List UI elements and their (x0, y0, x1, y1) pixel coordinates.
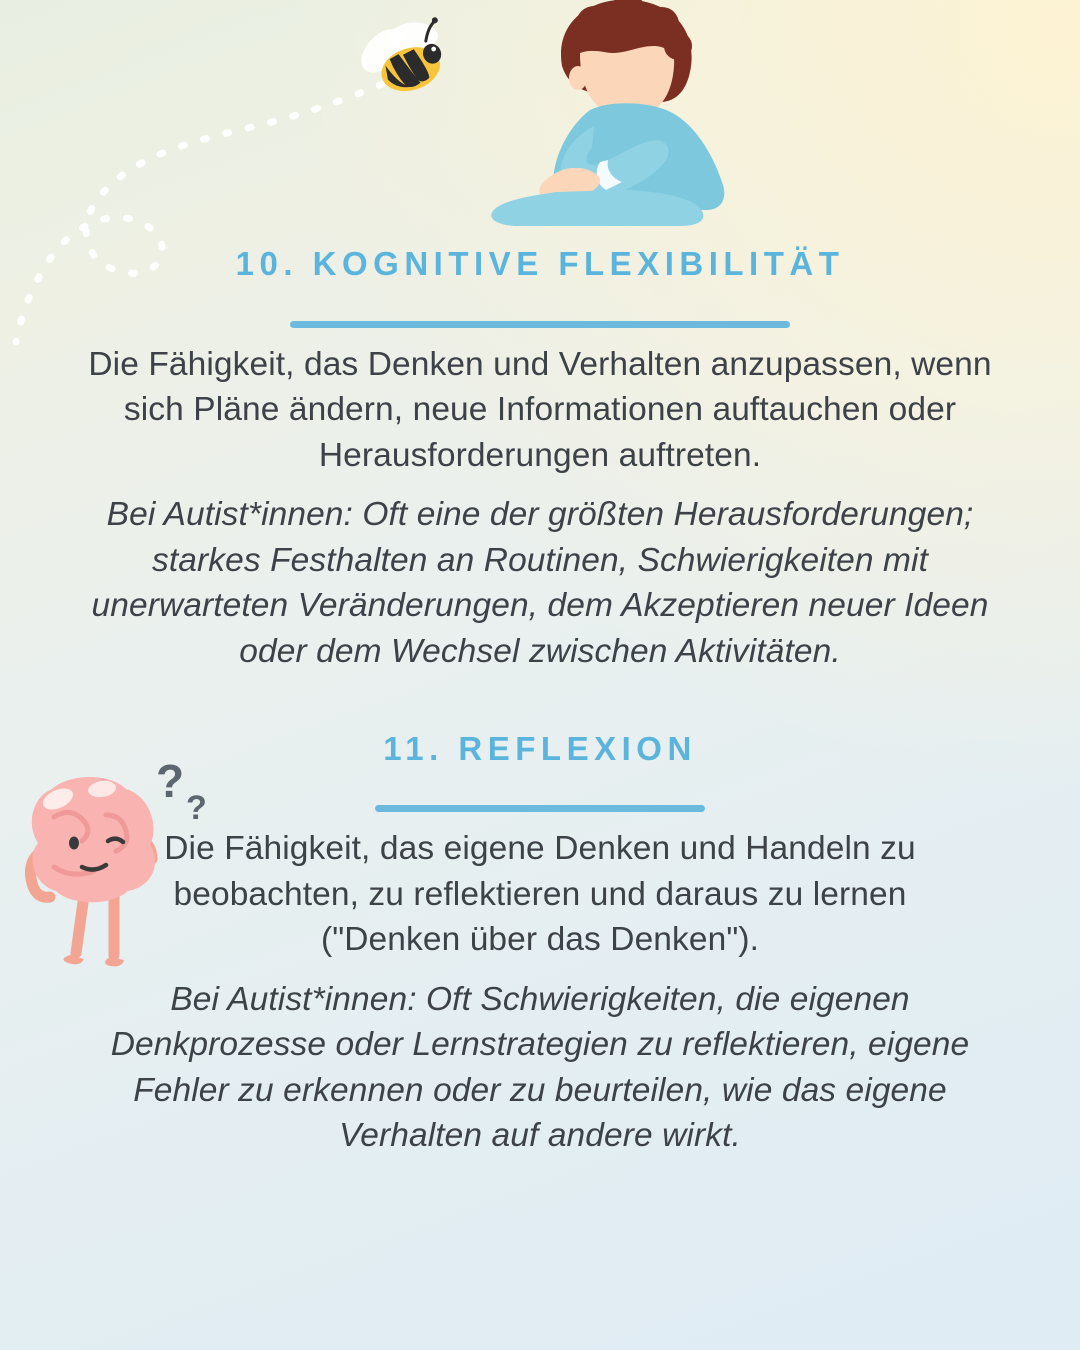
svg-text:?: ? (156, 755, 185, 807)
section-2-heading-wrap (60, 703, 1020, 813)
svg-text:?: ? (186, 789, 207, 827)
section-reflexion (60, 703, 1020, 1160)
section-1-note: Bei Autist*innen: Oft eine der größten Herausforderungen; starkes Festhalten an Routinen, Schwierigkeiten mit unerwarteten Veränderungen, dem Akzeptieren neuer Ideen oder dem Wechsel zwischen Aktivitäten. (91, 496, 989, 670)
section-1-heading-wrap (60, 218, 1020, 328)
section-kognitive-flexibilitaet (60, 218, 1020, 675)
section-2-definition: Die Fähigkeit, das eigene Denken und Handeln zu beobachten, zu reflektieren und daraus zu lernen ("Denken über das Denken"). (164, 830, 916, 959)
section-1-underline (290, 321, 790, 328)
section-2-underline (375, 805, 705, 812)
section-1-definition: Die Fähigkeit, das Denken und Verhalten anzupassen, wenn sich Pläne ändern, neue Informationen auftauchen oder Herausforderungen auftreten. (88, 345, 992, 474)
section-2-heading: 11. REFLEXION (383, 729, 697, 767)
section-1-heading: 10. KOGNITIVE FLEXIBILITÄT (235, 245, 845, 283)
section-2-note: Bei Autist*innen: Oft Schwierigkeiten, die eigenen Denkprozesse oder Lernstrategien zu reflektieren, eigene Fehler zu erkennen oder zu beurteilen, wie das eigene Verhalten auf andere wirkt. (110, 980, 970, 1155)
